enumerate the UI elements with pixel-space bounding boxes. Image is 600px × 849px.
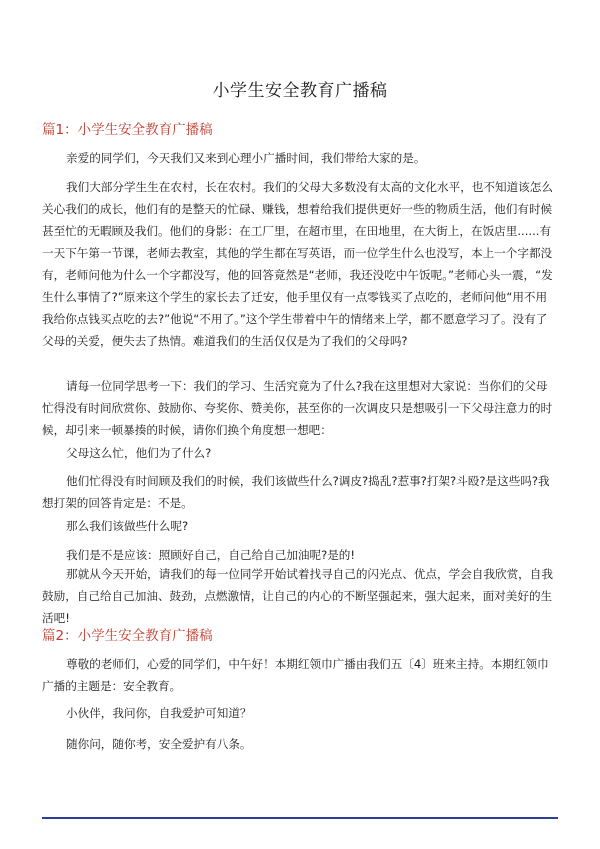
paragraph: 那么我们该做些什么呢? <box>66 519 189 533</box>
paragraph: 父母这么忙，他们为了什么? <box>66 446 212 460</box>
paragraph: 那就从今天开始，请我们的每一位同学开始试着找寻自己的闪光点、优点，学会自我欣赏，自我鼓励，自己给自己加油、鼓劲，点燃激情，让自己的内心的不断坚强起来，强大起来，面对美好的生活吧! <box>42 567 553 625</box>
paragraph: 随你问，随你考，安全爱护有八条。 <box>66 737 252 751</box>
paragraph: 尊敬的老师们，心爱的同学们，中午好！本期红领巾广播由我们五〔4〕班来主持。本期红领巾广播的主题是：安全教育。 <box>42 657 549 693</box>
section-1-heading: 篇1：小学生安全教育广播稿 <box>42 122 213 138</box>
paragraph: 他们忙得没有时间顾及我们的时候，我们该做些什么?调皮?捣乱?惹事?打架?斗殴?是这些吗?我想打架的回答肯定是：不是。 <box>42 474 550 510</box>
paragraph: 小伙伴，我问你，自我爱护可知道？ <box>66 706 252 720</box>
footer-divider <box>42 817 558 819</box>
section-2-heading: 篇2：小学生安全教育广播稿 <box>42 628 213 644</box>
paragraph: 我们大部分学生生在农村，长在农村。我们的父母大多数没有太高的文化水平，也不知道该怎么关心我们的成长，他们有的是整天的忙碌、赚钱，想着给我们提供更好一些的物质生活，他们有时候甚至忙的无暇顾及我们。他们的身影：在工厂里，在超市里，在田地里，在大街上，在饭店里......有一天下午第一节课，老师去教室，其他的学生都在写英语，而一位学生什么也没写，本上一个字都没有，老师问他为什么一个字都没写，他的回答竟然是“老师，我还没吃中午饭呢。”老师心头一震，“发生什么事情了?”原来这个学生的家长去了迁安，他手里仅有一点零钱买了点吃的，老师问他“用不用我给你点钱买点吃的去?”他说“不用了。”这个学生带着中午的情绪来上学，都不愿意学习了。没有了父母的关爱，便失去了热情。难道我们的生活仅仅是为了我们的父母吗? <box>42 180 553 348</box>
page-title: 小学生安全教育广播稿 <box>212 81 388 101</box>
paragraph: 亲爱的同学们，今天我们又来到心理小广播时间，我们带给大家的是。 <box>66 151 426 165</box>
paragraph: 我们是不是应该：照顾好自己，自己给自己加油呢?是的! <box>66 548 356 562</box>
paragraph: 请每一位同学思考一下：我们的学习、生活究竟为了什么?我在这里想对大家说：当你们的父母忙得没有时间欣赏你、鼓励你、夸奖你、赞美你，甚至你的一次调皮只是想吸引一下父母注意力的时候，却引来一顿暴揍的时候，请你们换个角度想一想吧： <box>42 379 553 437</box>
